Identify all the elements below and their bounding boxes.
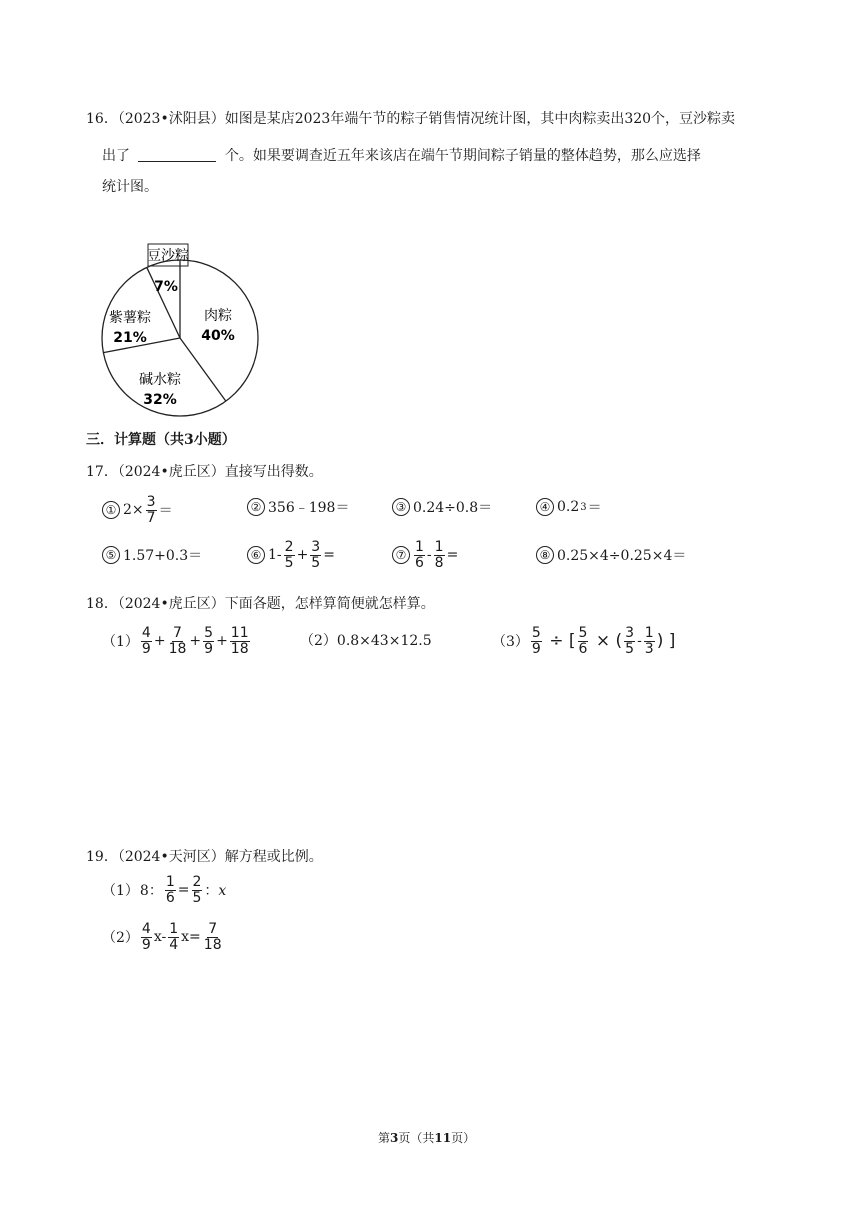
item-number: ③ <box>392 498 410 516</box>
expression: 1.57+0.3＝ <box>123 548 203 564</box>
q18-part-3: （3） $\frac{5}{9}$ ÷ [ $\frac{5}{6}$ × ( $\frac{3}{5}$ - $\frac{1}{3}$ ) ] <box>492 625 676 657</box>
pie-slice-label: 豆沙粽 <box>147 248 189 264</box>
q16-line2-pre: 出了 <box>102 148 130 164</box>
q18-part-1: （1） $\frac{4}{9}$ + $\frac{7}{18}$ + $\frac{5}{9}$ + $\frac{11}{18}$ <box>102 625 249 657</box>
item-number: ① <box>102 501 120 519</box>
expression-base: 0.2 <box>557 499 580 515</box>
part-label: （3） <box>492 634 529 651</box>
pie-slice-value: 21% <box>113 330 147 346</box>
q17-item-2 <box>247 497 349 517</box>
pie-slice-label: 碱水粽 <box>139 372 181 388</box>
pie-slice-value: 32% <box>143 392 177 408</box>
pie-chart <box>90 228 270 423</box>
fraction: $\frac{3}{5}$ <box>311 539 321 571</box>
item-number: ⑤ <box>102 546 120 564</box>
q18-part-2: （2）0.8×43×12.5 <box>300 633 432 649</box>
fraction: $\frac{2}{5}$ <box>284 539 294 571</box>
q17-prompt: 17．（2024•虎丘区）直接写出得数。 <box>86 464 323 480</box>
pie-slice-value: 40% <box>201 328 235 344</box>
item-number: ② <box>247 498 265 516</box>
q18-prompt: 18．（2024•虎丘区）下面各题，怎样算简便就怎样算。 <box>86 596 435 612</box>
expression: 0.24÷0.8＝ <box>413 500 493 516</box>
item-number: ⑥ <box>247 546 265 564</box>
item-number: ④ <box>536 498 554 516</box>
part-label: （2） <box>102 930 139 947</box>
part-label: （1） <box>102 634 139 651</box>
q19-part-1: （1） 8： $\frac{1}{6}$ = $\frac{2}{5}$ ：x <box>102 874 227 906</box>
equals: ＝ <box>587 500 602 516</box>
q16-line2-post: 个。如果要调查近五年来该店在端午节期间粽子销量的整体趋势，那么应选择 <box>224 148 701 164</box>
section-3-title: 三．计算题（共3小题） <box>86 432 236 448</box>
q17-item-3 <box>392 497 492 517</box>
q17-item-5 <box>102 545 202 565</box>
item-number: ⑦ <box>392 546 410 564</box>
q17-item-7: ⑦ $\frac{1}{6}$ - $\frac{1}{8}$ = <box>392 540 458 570</box>
expression: 356﹣198＝ <box>268 500 350 516</box>
part-label: （1） <box>102 883 139 900</box>
page-footer: 第3页（共11页） <box>378 1131 476 1145</box>
expression: 0.25×4÷0.25×4＝ <box>557 548 687 564</box>
q19-part-2: （2） $\frac{4}{9}$ x- $\frac{1}{4}$ x= $\frac{7}{18}$ <box>102 921 222 953</box>
q16-line2 <box>102 147 701 163</box>
fraction: $\frac{1}{6}$ <box>415 539 424 571</box>
fraction: $\frac{3}{7}$ <box>146 494 156 526</box>
q16-line1: 16．（2023•沭阳县）如图是某店2023年端午节的粽子销售情况统计图，其中肉粽卖出320个，豆沙粽卖 <box>86 111 736 127</box>
pie-slice-value: 7% <box>154 279 178 295</box>
exponent: 3 <box>580 501 587 513</box>
q19-prompt: 19．（2024•天河区）解方程或比例。 <box>86 849 323 865</box>
pie-slice-label: 肉粽 <box>204 308 232 324</box>
fraction: $\frac{1}{8}$ <box>434 539 444 571</box>
q17-item-4 <box>536 497 602 517</box>
q17-item-8 <box>536 545 686 565</box>
q16-line3: 统计图。 <box>102 179 158 195</box>
q16-answer-blank[interactable] <box>138 147 216 162</box>
q17-item-1: ① 2× $\frac{3}{7}$ ＝ <box>102 495 173 525</box>
pie-slice-label: 紫薯粽 <box>109 310 151 326</box>
q17-item-6: ⑥ 1- $\frac{2}{5}$ + $\frac{3}{5}$ = <box>247 540 335 570</box>
item-number: ⑧ <box>536 546 554 564</box>
